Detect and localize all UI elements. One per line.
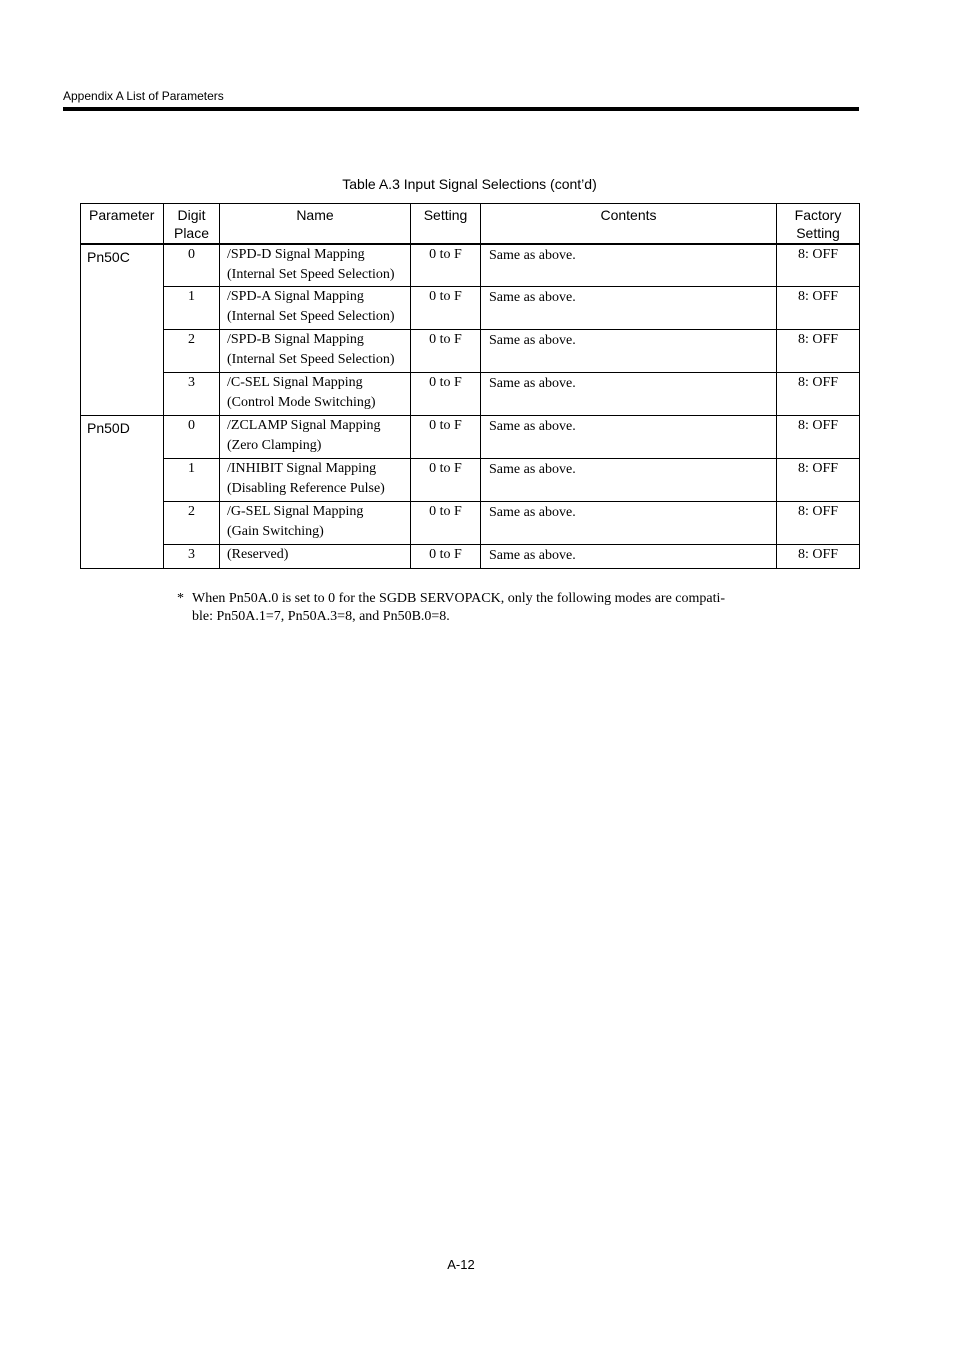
name-line1: /C-SEL Signal Mapping: [227, 375, 363, 390]
name-line2: (Internal Set Speed Selection): [227, 352, 395, 367]
contents-cell: Same as above.: [481, 502, 777, 545]
name-line1: /SPD-A Signal Mapping: [227, 289, 364, 304]
table-row: [81, 244, 860, 287]
col-header-setting: Setting: [411, 204, 481, 244]
name-line2: (Zero Clamping): [227, 438, 322, 453]
name-line1: /SPD-D Signal Mapping: [227, 246, 365, 262]
contents-cell: Same as above.: [481, 287, 777, 330]
contents-cell: Same as above.: [481, 459, 777, 502]
col-header-factory-line1: Factory: [794, 207, 842, 223]
name-line2: (Gain Switching): [227, 524, 324, 539]
digit-cell: 3: [164, 373, 220, 416]
table-row: [81, 287, 860, 330]
col-header-factory-line2: Setting: [796, 225, 840, 241]
footnote-mark: *: [177, 591, 184, 606]
factory-setting-cell: 8: OFF: [777, 416, 860, 459]
table-row: [81, 545, 860, 569]
contents-cell: Same as above.: [481, 330, 777, 373]
setting-cell: 0 to F: [411, 545, 481, 569]
name-cell: [220, 459, 411, 502]
footnote-text: [192, 590, 777, 626]
name-line2: (Control Mode Switching): [227, 395, 376, 410]
setting-cell: 0 to F: [411, 287, 481, 330]
digit-cell: 0: [164, 244, 220, 287]
factory-setting-cell: 8: OFF: [777, 545, 860, 569]
contents-cell: Same as above.: [481, 545, 777, 569]
name-cell: [220, 545, 411, 569]
col-header-parameter: Parameter: [81, 204, 164, 244]
name-cell: [220, 287, 411, 330]
name-cell: [220, 502, 411, 545]
setting-cell: 0 to F: [411, 459, 481, 502]
table-row: [81, 330, 860, 373]
name-cell: [220, 330, 411, 373]
digit-cell: 1: [164, 287, 220, 330]
setting-cell: 0 to F: [411, 502, 481, 545]
name-line1: /SPD-B Signal Mapping: [227, 332, 364, 347]
col-header-factory-setting: [777, 204, 860, 244]
digit-cell: 2: [164, 502, 220, 545]
page-number: A-12: [447, 1257, 475, 1272]
digit-cell: 3: [164, 545, 220, 569]
contents-cell: Same as above.: [481, 373, 777, 416]
running-header: Appendix A List of Parameters: [63, 89, 224, 103]
input-signal-table: [80, 203, 860, 569]
table-footnote: [177, 590, 777, 626]
digit-cell: 2: [164, 330, 220, 373]
factory-setting-cell: 8: OFF: [777, 373, 860, 416]
contents-cell: Same as above.: [481, 416, 777, 459]
parameter-cell: Pn50D: [81, 416, 164, 569]
setting-cell: 0 to F: [411, 330, 481, 373]
name-line2: (Internal Set Speed Selection): [227, 309, 395, 324]
setting-cell: 0 to F: [411, 416, 481, 459]
name-cell: [220, 244, 411, 287]
name-line2: (Internal Set Speed Selection): [227, 266, 395, 282]
parameter-cell: Pn50C: [81, 244, 164, 416]
contents-cell: Same as above.: [481, 244, 777, 287]
digit-cell: 0: [164, 416, 220, 459]
factory-setting-cell: 8: OFF: [777, 287, 860, 330]
table-row: [81, 502, 860, 545]
name-line1: /G-SEL Signal Mapping: [227, 504, 364, 519]
factory-setting-cell: 8: OFF: [777, 244, 860, 287]
digit-cell: 1: [164, 459, 220, 502]
col-header-digit-line1: Digit: [177, 207, 206, 223]
col-header-contents: Contents: [481, 204, 777, 244]
name-line1: (Reserved): [227, 547, 289, 562]
name-cell: [220, 373, 411, 416]
name-line1: /INHIBIT Signal Mapping: [227, 461, 377, 476]
table-row: [81, 373, 860, 416]
name-line2: (Disabling Reference Pulse): [227, 481, 385, 496]
table-row: [81, 459, 860, 502]
setting-cell: 0 to F: [411, 373, 481, 416]
setting-cell: 0 to F: [411, 244, 481, 287]
table-header-row: [81, 204, 860, 244]
col-header-digit-line2: Place: [173, 225, 210, 241]
name-cell: [220, 416, 411, 459]
factory-setting-cell: 8: OFF: [777, 459, 860, 502]
table-caption: Table A.3 Input Signal Selections (cont’d): [342, 176, 597, 192]
name-line1: /ZCLAMP Signal Mapping: [227, 418, 381, 433]
footnote-line2: ble: Pn50A.1=7, Pn50A.3=8, and Pn50B.0=8.: [192, 609, 450, 624]
factory-setting-cell: 8: OFF: [777, 330, 860, 373]
col-header-digit-place: [164, 204, 220, 244]
footnote-line1: When Pn50A.0 is set to 0 for the SGDB SERVOPACK, only the following modes are compati-: [192, 591, 726, 606]
factory-setting-cell: 8: OFF: [777, 502, 860, 545]
table-row: [81, 416, 860, 459]
col-header-name: Name: [220, 204, 411, 244]
header-rule: [63, 107, 859, 111]
